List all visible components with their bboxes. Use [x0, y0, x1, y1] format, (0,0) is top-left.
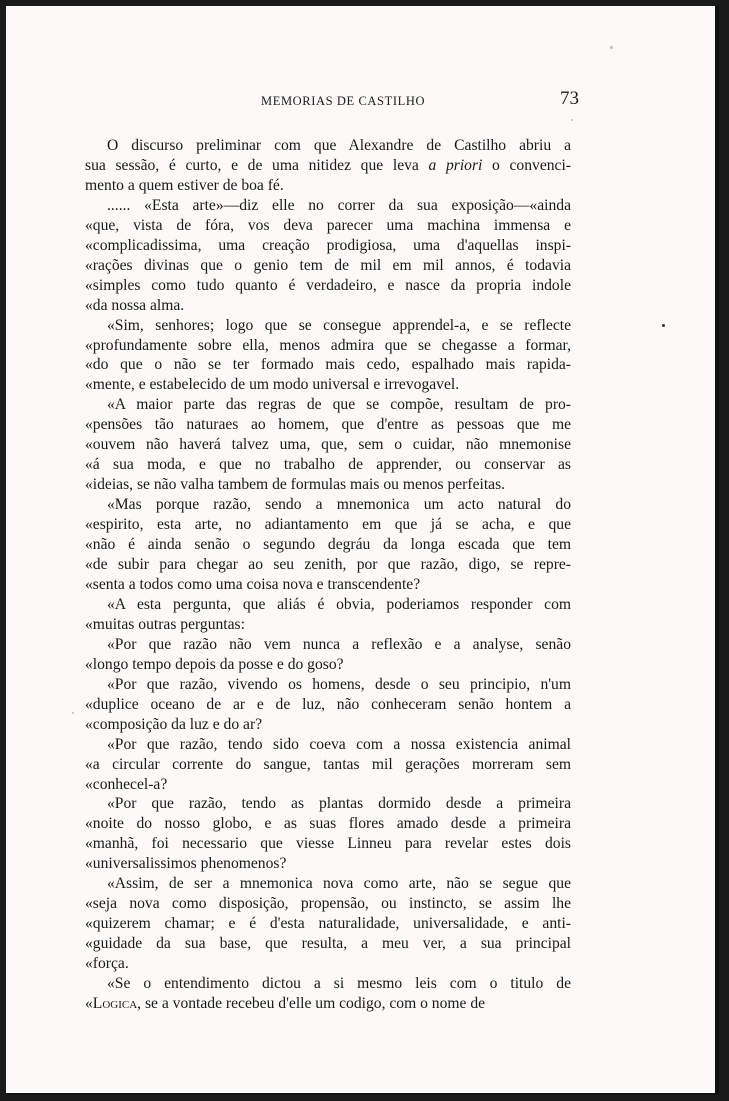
paragraph	[85, 735, 571, 795]
text-line: «longo tempo depois da posse e do goso?	[85, 655, 344, 673]
paragraph	[85, 316, 571, 396]
paragraph	[85, 395, 571, 495]
paper-speck	[72, 712, 74, 714]
text-line: «Por que razão, tendo sido coeva com a nossa existencia animal	[107, 735, 571, 753]
text-line: O discurso preliminar com que Alexandre de Castilho abriu a	[107, 137, 571, 154]
paragraph	[85, 595, 571, 635]
text-line: «profundamente sobre ella, menos admira que se chegasse a formar,	[85, 336, 571, 354]
text-line: «pensões tão naturaes ao homem, que d'entre as pessoas que me	[85, 416, 571, 434]
text-line: «rações divinas que o genio tem de mil em mil annos, é todavia	[85, 256, 571, 274]
text-line: «conhecel-a?	[85, 775, 168, 793]
text-line: «complicadissima, uma creação prodigiosa, uma d'aquellas inspi-	[85, 236, 571, 254]
book-page	[6, 6, 719, 1095]
text-line: «da nossa alma.	[85, 296, 185, 314]
text-line: «universalissimos phenomenos?	[85, 855, 287, 873]
running-head	[121, 88, 579, 116]
paragraph	[85, 136, 571, 196]
text-line: «noite do nosso globo, e as suas flores amado desde a primeira	[85, 815, 571, 833]
paper-speck	[610, 46, 613, 49]
text-line: «Mas porque razão, sendo a mnemonica um acto natural do	[107, 496, 571, 514]
text-line: «Por que razão não vem nunca a reflexão e a analyse, senão	[107, 635, 571, 653]
text-line: «força.	[85, 955, 129, 973]
text-line: «ideias, se não valha tambem de formulas mais ou menos perfeitas.	[85, 476, 506, 494]
text-line: «senta a todos como uma coisa nova e transcendente?	[85, 575, 421, 593]
text-line: «Por que razão, vivendo os homens, desde o seu principio, n'um	[107, 675, 571, 693]
text-line: «Logica, se a vontade recebeu d'elle um codigo, com o nome de	[85, 994, 486, 1012]
text-line: «composição da luz e do ar?	[85, 715, 263, 733]
text-line: «ouvem não haverá talvez uma, que, sem o cuidar, não mnemonise	[85, 436, 571, 454]
text-line: ...... «Esta arte»—diz elle no correr da sua exposição—«ainda	[107, 196, 571, 214]
paragraph	[85, 675, 571, 735]
text-line: «muitas outras perguntas:	[85, 615, 245, 633]
text-line: «Assim, de ser a mnemonica nova como arte, não se segue que	[107, 875, 571, 893]
text-line: mento a quem estiver de boa fé.	[85, 176, 284, 194]
paragraph	[85, 495, 571, 595]
paragraph	[85, 974, 571, 1014]
paragraph	[85, 196, 571, 316]
text-line: «de subir para chegar ao seu zenith, por que razão, digo, se repre-	[85, 556, 571, 574]
text-line: «que, vista de fóra, vos deva parecer uma machina immensa e	[85, 216, 571, 234]
text-line: «á sua moda, e que no trabalho de apprender, ou conservar as	[85, 456, 571, 474]
paragraph	[85, 874, 571, 974]
text-line: «Se o entendimento dictou a si mesmo leis com o titulo de	[107, 975, 571, 993]
text-line: «simples como tudo quanto é verdadeiro, e nasce da propria indole	[85, 276, 571, 294]
text-line: sua sessão, é curto, e de uma nitidez que leva a priori o convenci-	[85, 156, 571, 174]
page-number: 73	[560, 88, 579, 109]
text-line: «A esta pergunta, que aliás é obvia, poderiamos responder com	[107, 595, 571, 613]
text-line: «duplice oceano de ar e de luz, não conheceram senão hontem a	[85, 695, 571, 713]
text-line: «espirito, esta arte, no adiantamento em que já se acha, e que	[85, 516, 571, 534]
text-line: «guidade da sua base, que resulta, a meu ver, a sua principal	[85, 935, 571, 953]
text-line: «seja nova como disposição, propensão, ou instincto, se assim lhe	[85, 895, 571, 913]
text-line: «quizerem chamar; e é d'esta naturalidade, universalidade, e anti-	[85, 915, 571, 933]
body-text	[85, 136, 571, 1014]
paper-speck	[571, 119, 573, 121]
paper-speck	[662, 324, 665, 327]
text-line: «do que o não se ter formado mais cedo, espalhado mais rapida-	[85, 356, 571, 374]
text-line: «mente, e estabelecido de um modo universal e irrevogavel.	[85, 376, 460, 394]
text-line: «A maior parte das regras de que se compõe, resultam de pro-	[107, 396, 571, 414]
text-line: «manhã, foi necessario que viesse Linneu para revelar estes dois	[85, 835, 571, 853]
running-title: MEMORIAS DE CASTILHO	[261, 94, 426, 108]
text-line: «Por que razão, tendo as plantas dormido desde a primeira	[107, 795, 571, 813]
paragraph	[85, 635, 571, 675]
paragraph	[85, 794, 571, 874]
text-line: «a circular corrente do sangue, tantas mil gerações morreram sem	[85, 755, 571, 773]
text-line: «Sim, senhores; logo que se consegue apprendel-a, e se reflecte	[107, 316, 571, 334]
text-line: «não é ainda senão o segundo degráu da longa escada que tem	[85, 536, 571, 554]
